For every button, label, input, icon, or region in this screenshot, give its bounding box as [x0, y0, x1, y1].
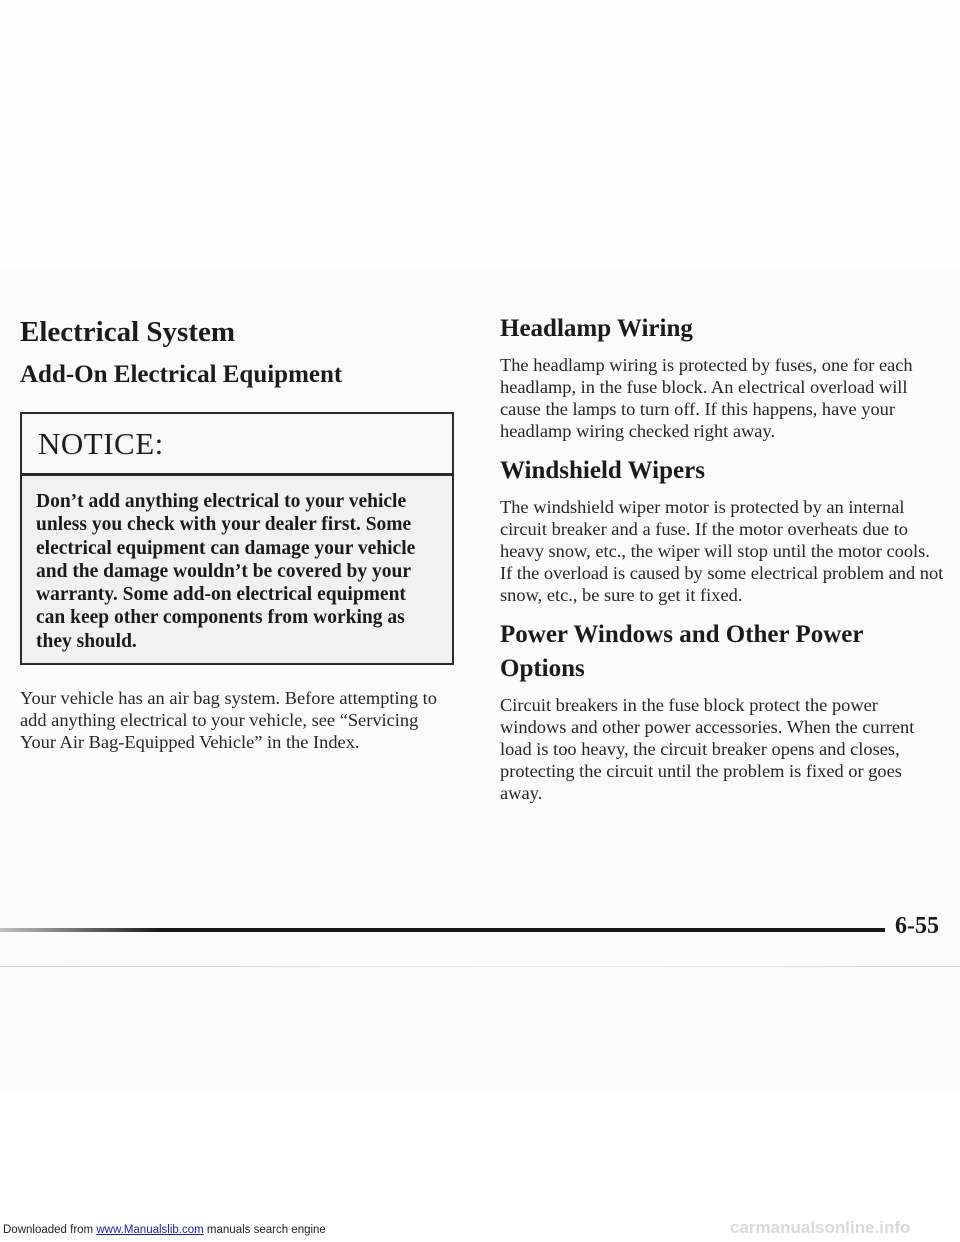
banner-prefix: Downloaded from: [3, 1224, 94, 1236]
watermark-text: carmanualsonline.info: [730, 1218, 911, 1237]
air-bag-paragraph: Your vehicle has an air bag system. Before attempting to add anything electrical to your vehicle, see “Servicing Your Air Bag-Equipped Vehicle” in the Index.: [20, 688, 437, 753]
notice-text: Don’t add anything electrical to your vehicle unless you check with your dealer first. Some electrical equipment can damage your vehicle and the damage wouldn’t be covered by your warranty. Some add-on electrical equipment can keep other components from working as they should.: [36, 491, 416, 652]
section-title-power-options: Power Windows and Other Power Options: [500, 621, 863, 682]
manualslib-link[interactable]: www.Manualslib.com: [96, 1224, 204, 1236]
section-title-headlamp-wiring: Headlamp Wiring: [500, 315, 693, 342]
footer-rule: [0, 928, 885, 932]
section-title-windshield-wipers: Windshield Wipers: [500, 457, 705, 484]
subsection-title-add-on-equipment: Add-On Electrical Equipment: [20, 361, 343, 388]
scan-edge-line: [0, 966, 960, 967]
page-number: 6-55: [895, 913, 939, 939]
section-headlamp-wiring: [500, 312, 945, 442]
notice-title: NOTICE:: [38, 425, 164, 461]
section-windshield-wipers: [500, 454, 945, 606]
banner-suffix: manuals search engine: [206, 1224, 326, 1236]
headlamp-wiring-paragraph: The headlamp wiring is protected by fuses, one for each headlamp, in the fuse block. An electrical overload will cause the lamps to turn off. If this happens, have your headlamp wiring checked right away.: [500, 355, 913, 441]
windshield-wipers-paragraph: The windshield wiper motor is protected by an internal circuit breaker and a fuse. If the motor overheats due to heavy snow, etc., the wiper will stop until the motor cools. If the overload is caused by some electrical problem and not snow, etc., be sure to get it fixed.: [500, 497, 944, 605]
notice-box: [20, 412, 454, 665]
section-power-options: [500, 618, 945, 804]
download-banner: [3, 1224, 326, 1236]
section-title-electrical-system: Electrical System: [20, 316, 236, 348]
notice-header: [22, 414, 452, 476]
right-column: [500, 312, 945, 816]
left-column: [20, 312, 450, 753]
power-options-paragraph: Circuit breakers in the fuse block protect the power windows and other power accessories. When the current load is too heavy, the circuit breaker opens and closes, protecting the circuit until the problem is fixed or goes away.: [500, 695, 915, 803]
scan-margin-top: [0, 0, 960, 270]
